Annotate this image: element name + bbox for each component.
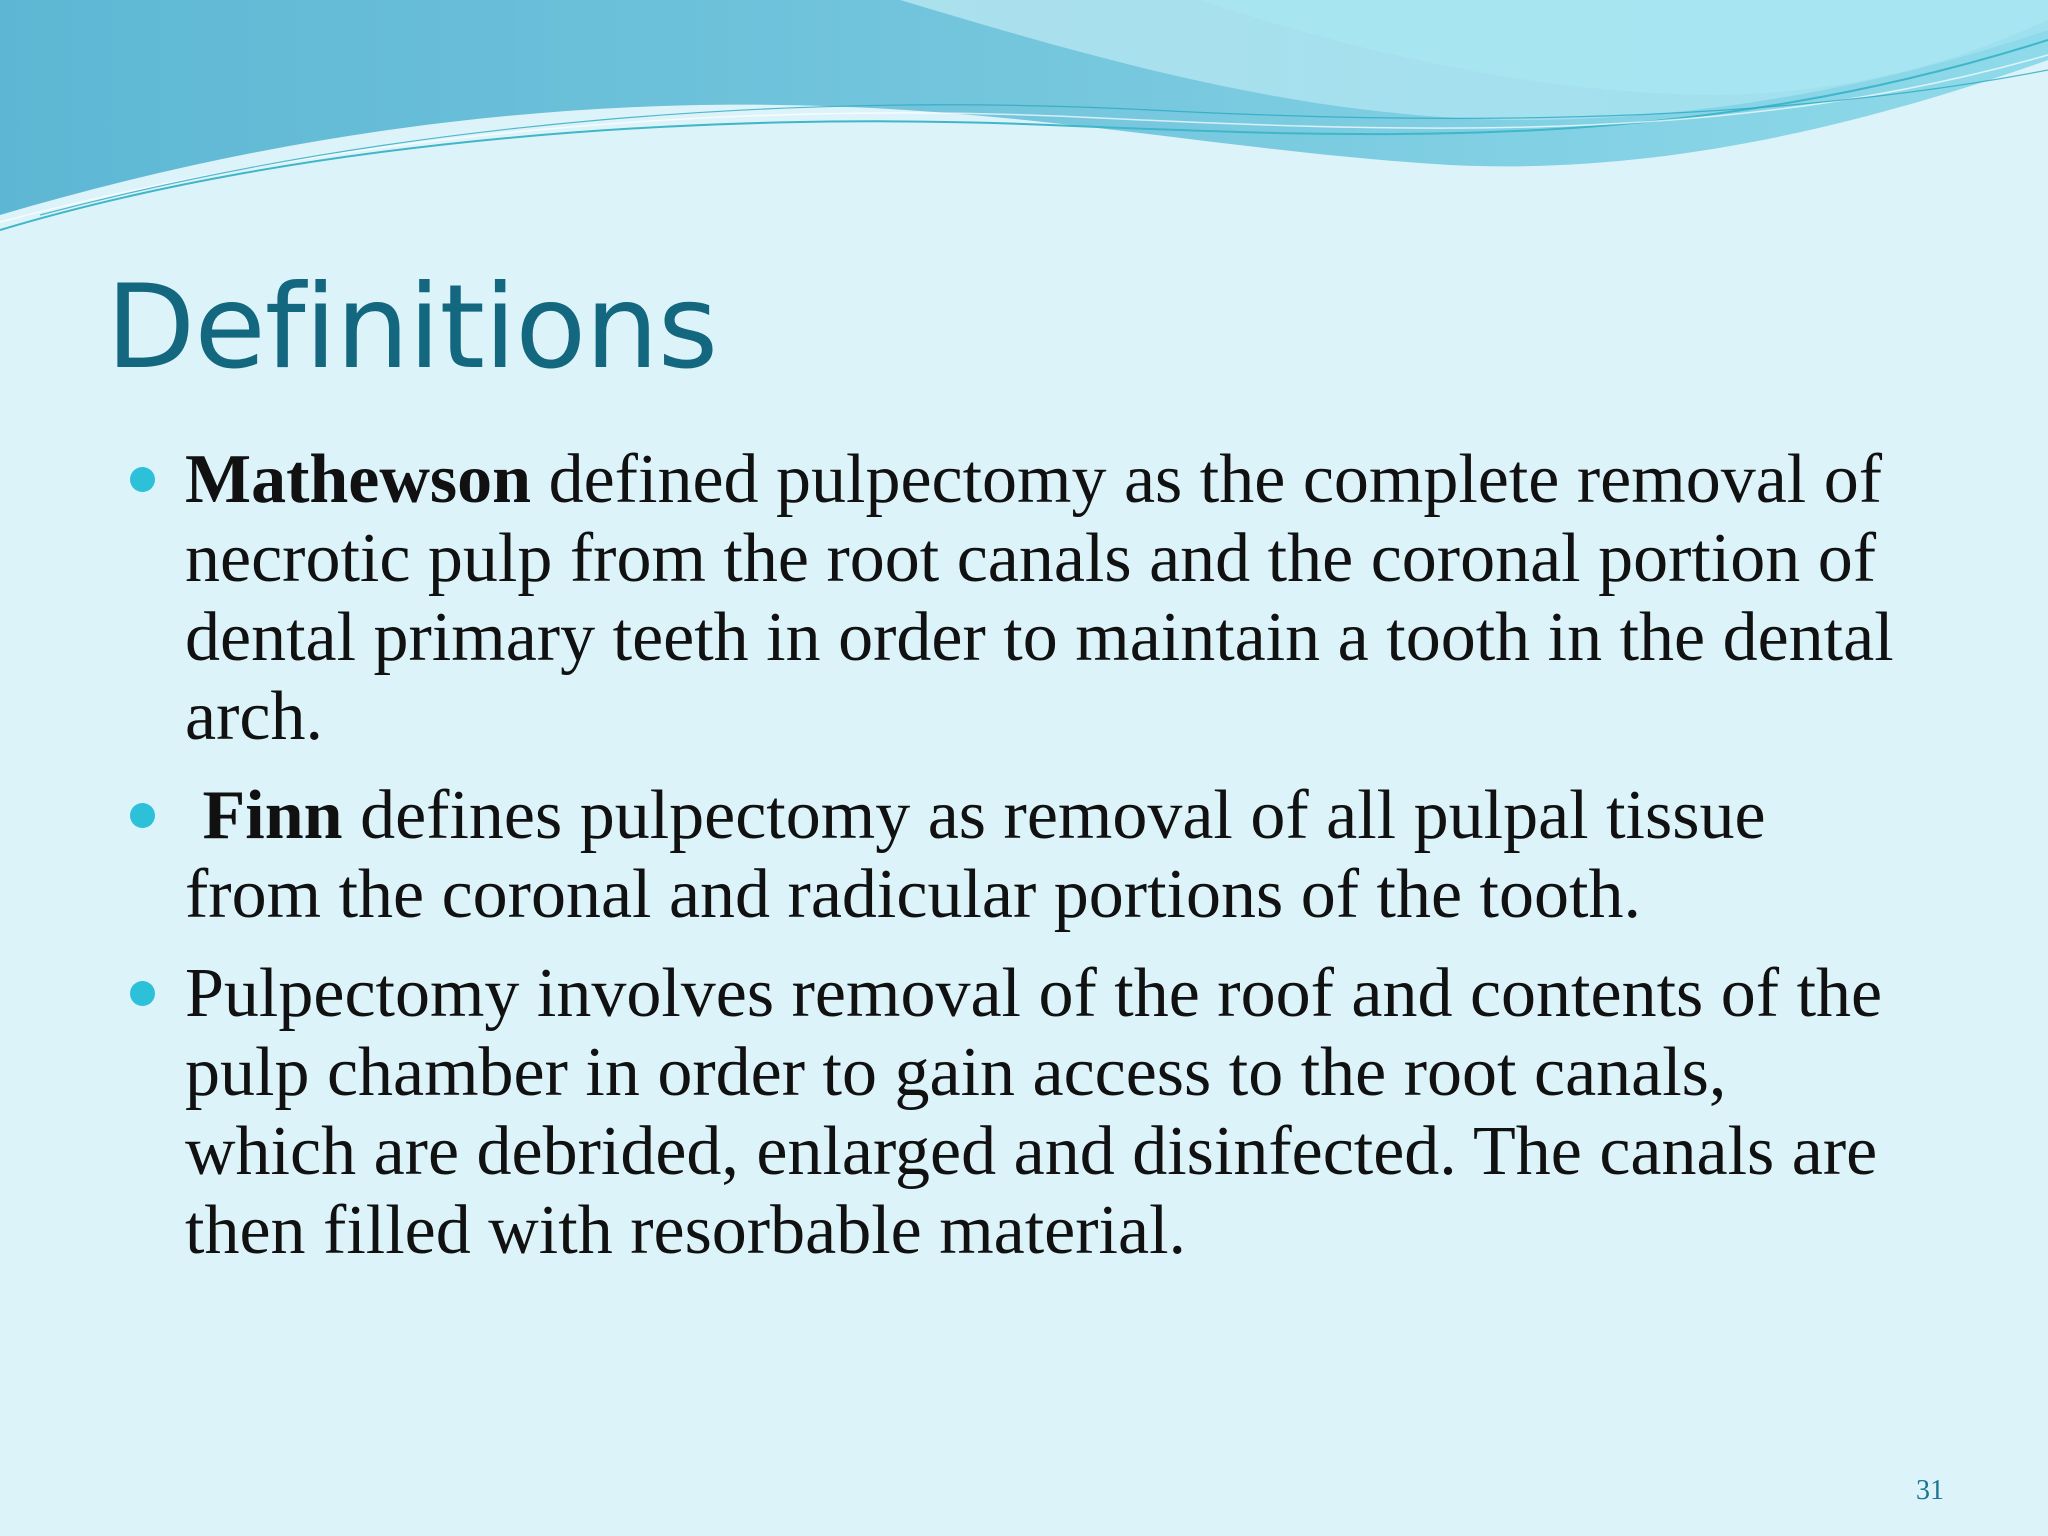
bullet-text: defined pulpectomy as the complete removal of necrotic pulp from the root canals and the coronal portion of dental primary teeth in order to maintain a tooth in the dental arch. — [185, 441, 1894, 755]
bullet-marker-icon — [130, 981, 155, 1006]
bullet-marker-icon — [130, 467, 155, 492]
bullet-term: Finn — [202, 777, 343, 854]
bullet-term: Mathewson — [185, 441, 532, 518]
bullet-item-mathewson — [185, 440, 1905, 756]
bullet-marker-icon — [130, 803, 155, 828]
header-wave-decoration — [0, 0, 2048, 240]
bullet-text: Pulpectomy involves removal of the roof and contents of the pulp chamber in order to gain access to the root canals, which are debrided, enlarged and disinfected. The canals are then filled with resorbable material. — [185, 955, 1883, 1269]
bullet-list — [185, 440, 1905, 1290]
bullet-item-pulpectomy — [185, 954, 1905, 1270]
slide-number: 31 — [1916, 1475, 1944, 1506]
bullet-text: defines pulpectomy as removal of all pulpal tissue from the coronal and radicular portions of the tooth. — [185, 777, 1766, 933]
bullet-item-finn — [185, 776, 1905, 934]
slide-title: Definitions — [106, 260, 718, 395]
